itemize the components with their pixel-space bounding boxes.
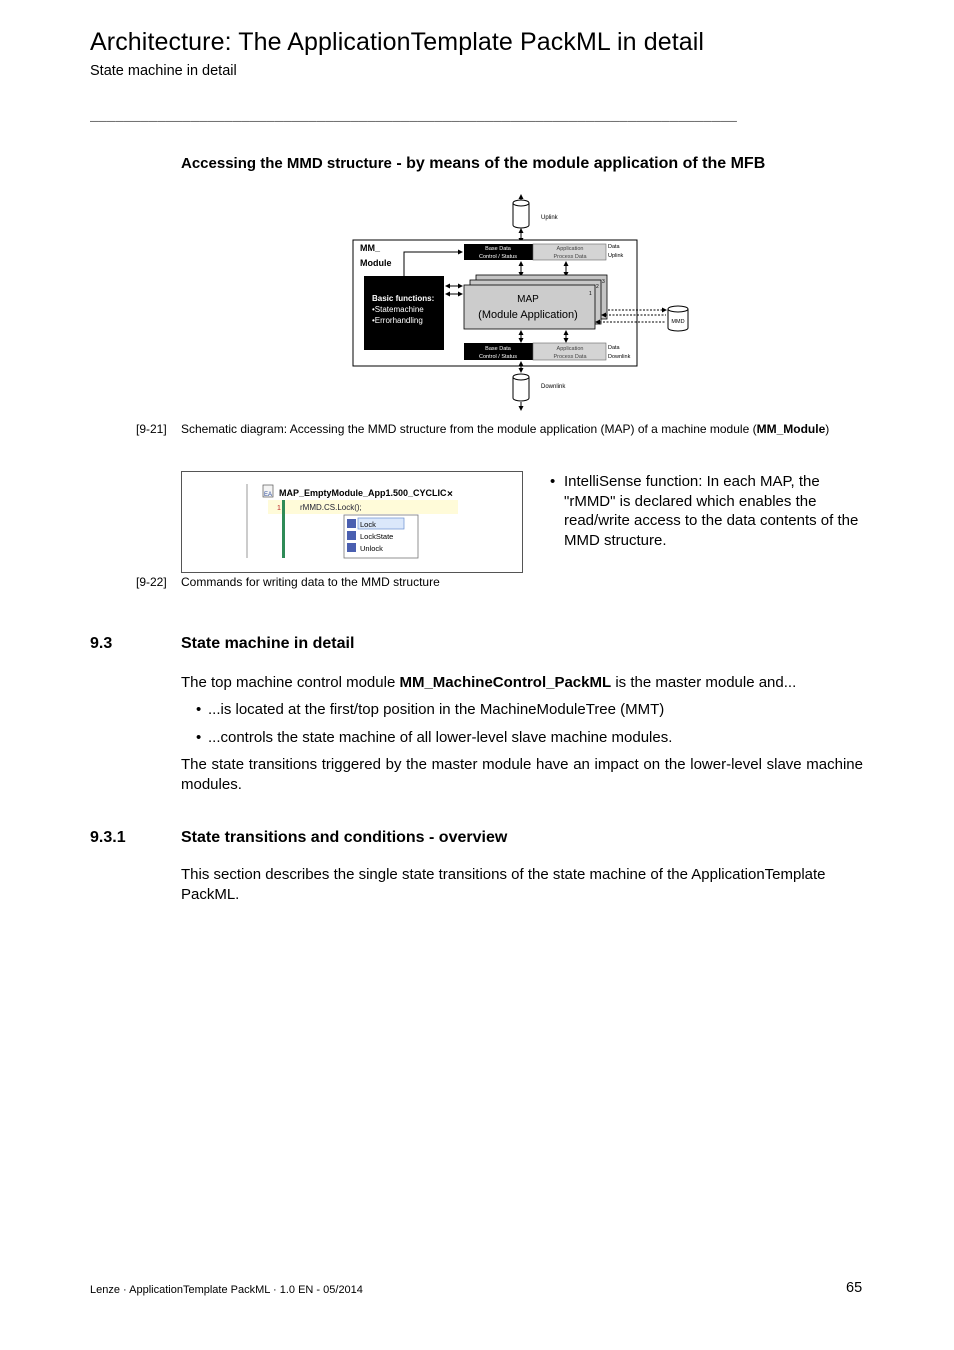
stack-num-3: 3 — [602, 279, 605, 285]
module-label-2: Module — [360, 258, 392, 268]
app-data-top-l2: Process Data — [553, 254, 587, 260]
app-data-bottom-l2: Process Data — [553, 354, 587, 360]
stack-num-2: 2 — [596, 284, 599, 290]
section-9-3-1-title: State transitions and conditions - overview — [181, 829, 508, 846]
app-data-bottom-l1: Application — [556, 346, 584, 352]
downlink-label: Downlink — [541, 384, 566, 390]
caption1-end: ) — [825, 422, 830, 436]
mmd-label: MMD — [671, 319, 685, 325]
app-data-top-l1: Application — [556, 246, 584, 252]
list-item-text: ...is located at the first/top position in the MachineModuleTree (MMT) — [208, 701, 665, 718]
downlink-cylinder — [513, 374, 529, 401]
mmd-structure-diagram — [340, 192, 700, 414]
footer-text: Lenze · ApplicationTemplate PackML · 1.0 EN - 05/2014 — [90, 1284, 363, 1296]
module-label-1: MM_ — [360, 243, 380, 253]
data-downlink-l2: Downlink — [608, 354, 631, 360]
menu-item-lockstate[interactable]: LockState — [360, 532, 394, 541]
section-heading — [181, 155, 765, 173]
menu-item-unlock[interactable]: Unlock — [360, 544, 383, 553]
section-9-3-1-number: 9.3.1 — [90, 829, 126, 846]
page-number: 65 — [846, 1280, 863, 1296]
caption2-text: Commands for writing data to the MMD structure — [181, 575, 440, 589]
p1-after: is the master module and... — [611, 674, 797, 691]
section-9-3-paragraph2: The state transitions triggered by the master module have an impact on the lower-level slave machine modules. — [181, 756, 863, 793]
base-data-bottom-l2: Control / Status — [479, 354, 517, 360]
caption2-number: [9-22] — [136, 575, 167, 589]
code-text: rMMD.CS.Lock(); — [300, 503, 362, 512]
map-box — [464, 285, 595, 329]
page-subtitle: State machine in detail — [90, 63, 237, 79]
caption1-bold: MM_Module — [756, 422, 826, 436]
list-item-text: ...controls the state machine of all lower-level slave machine modules. — [208, 729, 673, 746]
basic-functions-title: Basic functions: — [372, 294, 435, 303]
method-icon — [347, 519, 356, 552]
basic-functions-item2: •Errorhandling — [372, 316, 423, 325]
caption1-number: [9-21] — [136, 422, 167, 436]
section-heading-part1: Accessing the MMD structure — [181, 155, 392, 172]
basic-functions-item1: •Statemachine — [372, 305, 424, 314]
tab-close-icon[interactable]: × — [447, 489, 453, 500]
change-marker — [282, 500, 285, 558]
section-heading-part2: - by means of the module application of the MFB — [391, 155, 766, 172]
map-label-2: (Module Application) — [478, 309, 578, 321]
caption1 — [181, 422, 829, 436]
file-icon — [263, 485, 273, 498]
uplink-label: Uplink — [541, 215, 558, 221]
bullet-dot: • — [550, 473, 556, 490]
base-data-top-l1: Base Data — [485, 246, 511, 252]
header-rule: _____________________________________________________________________________ — [90, 110, 737, 124]
base-data-top-l2: Control / Status — [479, 254, 517, 260]
bullet-dot: • — [196, 729, 202, 746]
intellisense-bullet-text: IntelliSense function: In each MAP, the "rMMD" is declared which enables the read/write access to the data contents of the MMD structure. — [564, 473, 859, 549]
page-title: Architecture: The ApplicationTemplate PackML in detail — [90, 28, 705, 56]
stack-num-1: 1 — [589, 291, 592, 297]
caption1-text: Schematic diagram: Accessing the MMD structure from the module application (MAP) of a machine module ( — [181, 422, 757, 436]
data-uplink-l1: Data — [608, 244, 620, 250]
editor-tab-title[interactable]: MAP_EmptyModule_App1.500_CYCLIC — [279, 488, 447, 498]
line-number: 1 — [277, 505, 281, 512]
intellisense-screenshot — [246, 482, 461, 560]
bullet-dot: • — [196, 701, 202, 718]
svg-text:EA: EA — [264, 492, 273, 498]
section-9-3-1-paragraph: This section describes the single state transitions of the state machine of the ApplicationTemplate PackML. — [181, 866, 826, 903]
uplink-cylinder — [513, 200, 529, 228]
p1-bold: MM_MachineControl_PackML — [399, 674, 612, 691]
data-uplink-l2: Uplink — [608, 253, 624, 259]
code-line-highlight — [268, 500, 458, 514]
section-9-3-number: 9.3 — [90, 635, 113, 652]
data-downlink-l1: Data — [608, 345, 620, 351]
map-label-1: MAP — [517, 294, 539, 305]
section-9-3-paragraph1 — [181, 673, 796, 693]
section-9-3-title: State machine in detail — [181, 635, 355, 652]
menu-item-lock[interactable]: Lock — [360, 520, 376, 529]
base-data-bottom-l1: Base Data — [485, 346, 511, 352]
p1-before: The top machine control module — [181, 674, 400, 691]
